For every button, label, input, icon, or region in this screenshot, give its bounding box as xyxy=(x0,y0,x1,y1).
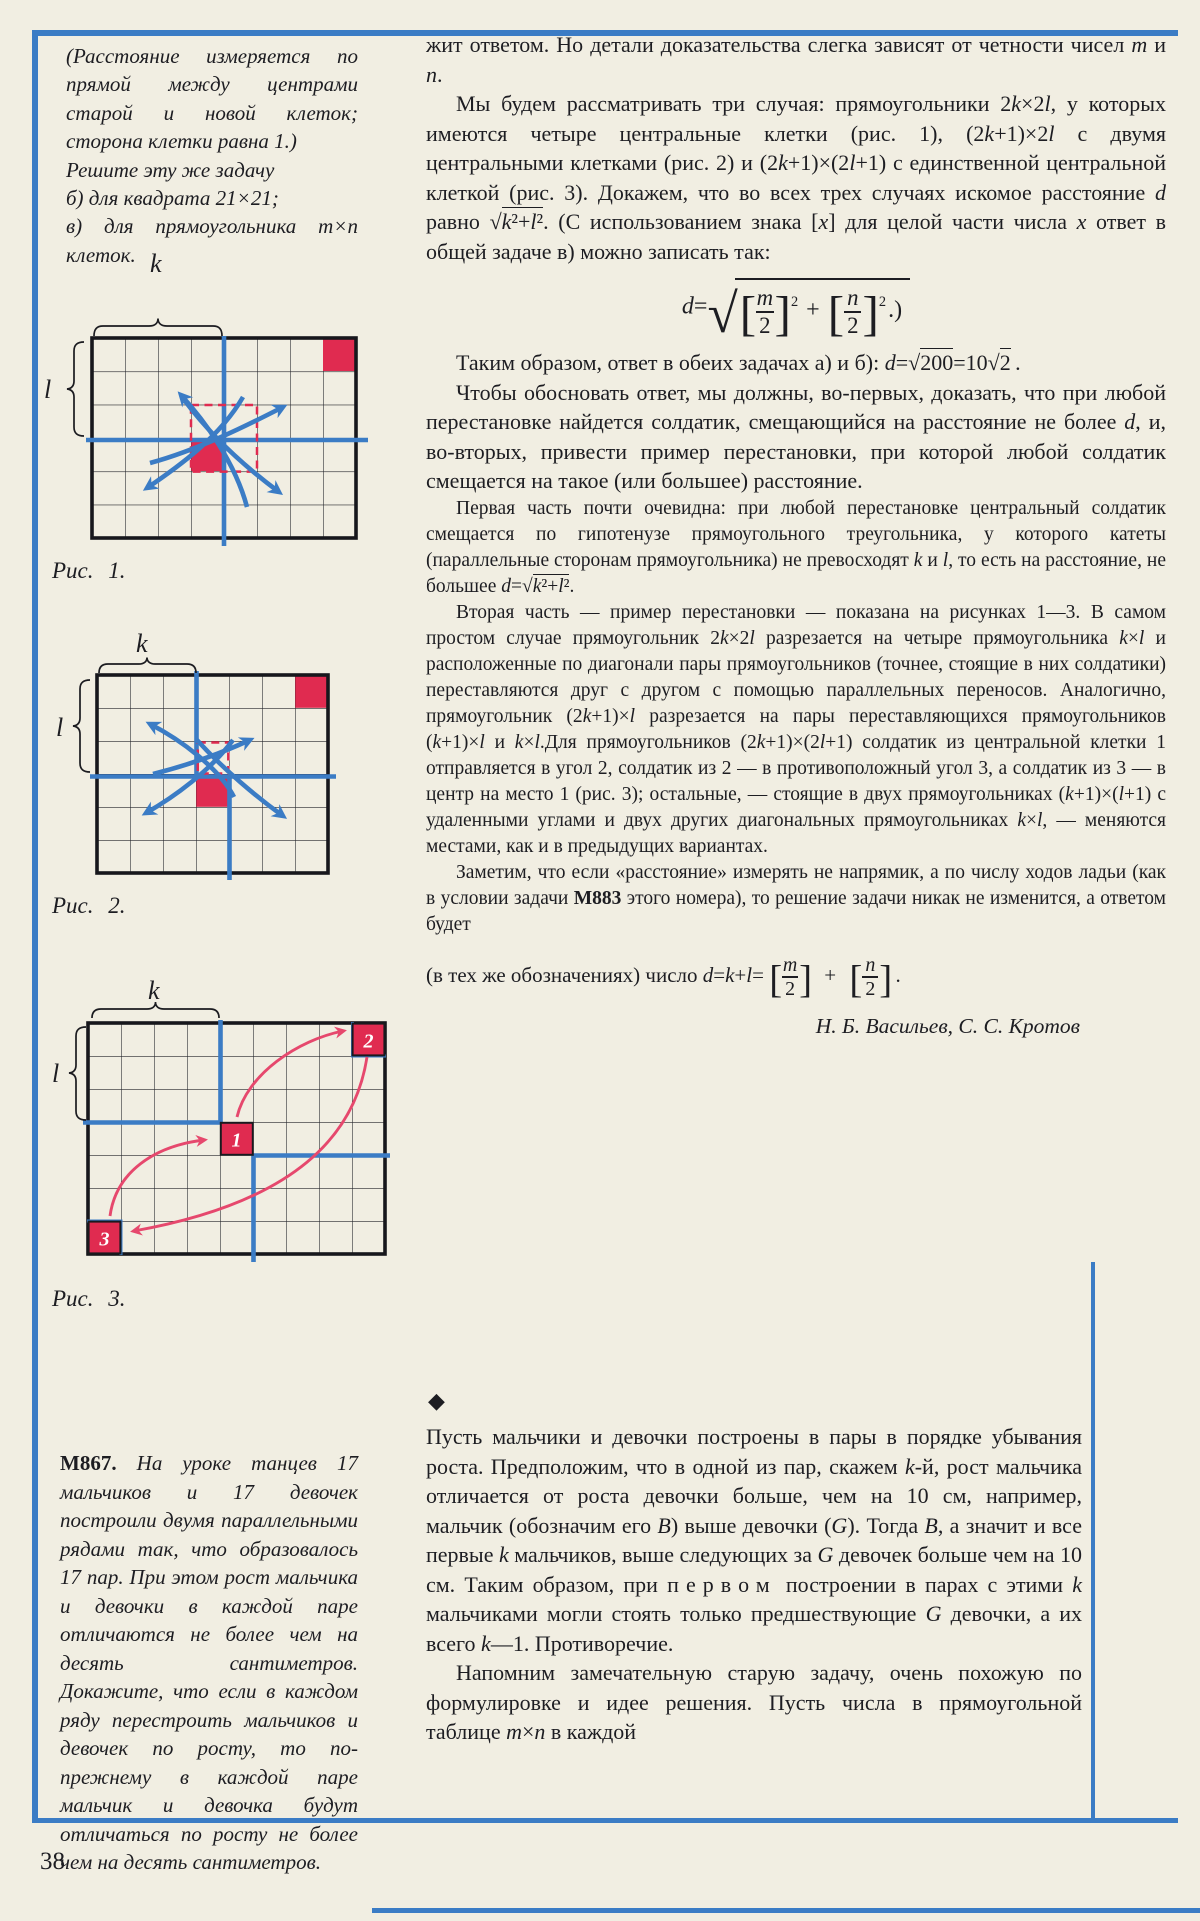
paragraph-second-part: Вторая часть — пример перестановки — показана на рисунках 1—3. В самом простом случае прямоугольник 2k×2l разрезается на четыре прямоугольника k×l и расположенные по диагонали пары прямоугольников (точнее, стоящие в них солдатики) переставляются друг с другом с помощью параллельных переносов. Аналогично, прямоугольник (2k+1)×l разрезается на пары переставляющихся прямоугольников (k+1)×l и k×l.Для прямоугольников (2k+1)×(2l+1) солдатик из центральной клетки 1 отправляется в угол 2, солдатик из 2 — в противоположный угол 3, а солдатик из 3 — в центр на место 1 (рис. 3); остальные, — стоящие в двух прямоугольниках (k+1)×(l+1) с удаленными углами и двух других диагональных прямоугольниках k×l, — меняются местами, как и в предыдущих вариантах. xyxy=(426,601,1166,857)
fig1-corner-red-cell xyxy=(323,338,356,371)
problem-m867 xyxy=(60,1449,358,1877)
solution-paragraph-1: Пусть мальчики и девочки построены в пары в порядке убывания роста. Предположим, что в одной из пар, скажем k-й, рост мальчика отличается от роста девочки больше, чем на 10 см, например, мальчик (обозначим его B) выше девочки (G). Тогда B, а значит и все первые k мальчиков, выше следующих за G девочек больше чем на 10 см. Таким образом, при первом построении в парах с этими k мальчиками могли стоять только предшествующие G девочки, а их всего k—1. Противоречие. xyxy=(426,1424,1082,1656)
fig3-cell-2-digit: 2 xyxy=(363,1030,374,1053)
paragraph-justification: Чтобы обосновать ответ, мы должны, во-первых, доказать, что при любой перестановке найдется солдатик, смещающийся на расстояние не более d, и, во-вторых, привести пример перестановки, при которой любой солдатик смещается на такое (или большее) расстояние. xyxy=(426,379,1166,494)
fig3-l-label: l xyxy=(52,1059,60,1088)
fig2-l-brace xyxy=(73,680,90,772)
left-border-rule xyxy=(32,30,38,1823)
fig3-caption: Рис. 3. xyxy=(52,1286,126,1311)
fig1-k-label: k xyxy=(150,249,162,278)
intro-line-2: Решите эту же задачу xyxy=(66,157,275,182)
display-formula-rook: (в тех же обозначениях) число d=k+l= [ $\frac{m}{2}$ ] + [ $\frac{n}{2}$ ] . xyxy=(426,953,901,1001)
fig3-cell-1-digit: 1 xyxy=(231,1129,242,1152)
fig1-l-brace xyxy=(67,342,84,436)
solution-section xyxy=(426,1390,1082,1747)
fig2-grid xyxy=(97,675,328,873)
intro-line-3: б) для квадрата 21×21; xyxy=(66,186,279,211)
main-text-column xyxy=(426,30,1166,1042)
intro-line-4: в) для прямоугольника m×n клеток. xyxy=(66,214,358,267)
paragraph-three-cases: Мы будем рассматривать три случая: прямоугольники 2k×2l, у которых имеются четыре центральные клетки (рис. 1), (2k+1)×2l с двумя центральными клетками (рис. 2) и (2k+1)×(2l+1) с единственной центральной клеткой (рис. 3). Докажем, что во всех трех случаях искомое расстояние d равно √k²+l². (С использованием знака [x] для целой части числа x ответ в общей задаче в) можно записать так: xyxy=(426,91,1167,264)
fig1-l-label: l xyxy=(44,375,52,404)
fig2-k-brace xyxy=(99,658,196,674)
figure-3 xyxy=(40,962,400,1270)
fig3-k-label: k xyxy=(148,976,160,1005)
page-number: 38 xyxy=(40,1848,65,1875)
fig2-corner-red-cell xyxy=(295,675,327,707)
authors-signature: Н. Б. Васильев, С. С. Кротов xyxy=(815,1014,1080,1039)
paragraph-first-part: Первая часть почти очевидна: при любой перестановке центральный солдатик смещается по гипотенузе прямоугольного треугольника, у которого катеты (параллельные сторонам прямоугольника) не превосходят k и l, то есть на расстояние, не большее d=√k²+l². xyxy=(426,497,1166,597)
diamond-icon: ◆ xyxy=(428,1388,445,1413)
fig2-k-label: k xyxy=(136,629,148,658)
paragraph-answer: Таким образом, ответ в обеих задачах а) и б): d=√200=10√2 . xyxy=(456,350,1021,376)
figure-1 xyxy=(40,235,380,555)
paragraph-rook-note: Заметим, что если «расстояние» измерять не напрямик, а по числу ходов ладьи (как в условии задачи М883 этого номера), то решение задачи никак не изменится, а ответом будет xyxy=(426,861,1166,935)
display-formula-distance: d=√[ $\frac{m}{2}$ ]$^2$ + [ $\frac{n}{2}$ ]$^2$.) xyxy=(426,278,1166,338)
paragraph-continuation: жит ответом. Но детали доказательства слегка зависят от четности чисел m и n. xyxy=(426,32,1166,87)
intro-line-1: (Расстояние измеряется по прямой между центрами старой и новой клеток; сторона клетки равна 1.) xyxy=(66,44,358,154)
solution-paragraph-2: Напомним замечательную старую задачу, очень похожую по формулировке и идее решения. Пусть числа в прямоугольной таблице m×n в каждой xyxy=(426,1660,1082,1744)
fig1-k-brace xyxy=(94,319,222,337)
fig2-caption: Рис. 2. xyxy=(52,893,126,918)
fig2-l-label: l xyxy=(56,713,64,742)
figure-2 xyxy=(40,595,380,887)
problem-m867-text: На уроке танцев 17 мальчиков и 17 девочек построили двумя параллельными рядами так, что образовалось 17 пар. При этом рост мальчика и девочки в каждой паре отличаются не более чем на десять сантиметров. Докажите, что если в каждом ряду перестроить мальчиков и девочек по росту, то по-прежнему в каждой паре мальчик и девочка будут отличаться по росту не более чем на десять сантиметров. xyxy=(60,1451,358,1874)
fig3-cell-3-digit: 3 xyxy=(99,1228,110,1251)
right-section-rule xyxy=(1091,1262,1095,1818)
fig3-l-brace xyxy=(69,1027,86,1120)
fig1-caption: Рис. 1. xyxy=(52,558,126,583)
problem-m867-number: М867. xyxy=(60,1451,117,1475)
page-bottom-edge-rule xyxy=(372,1908,1200,1913)
